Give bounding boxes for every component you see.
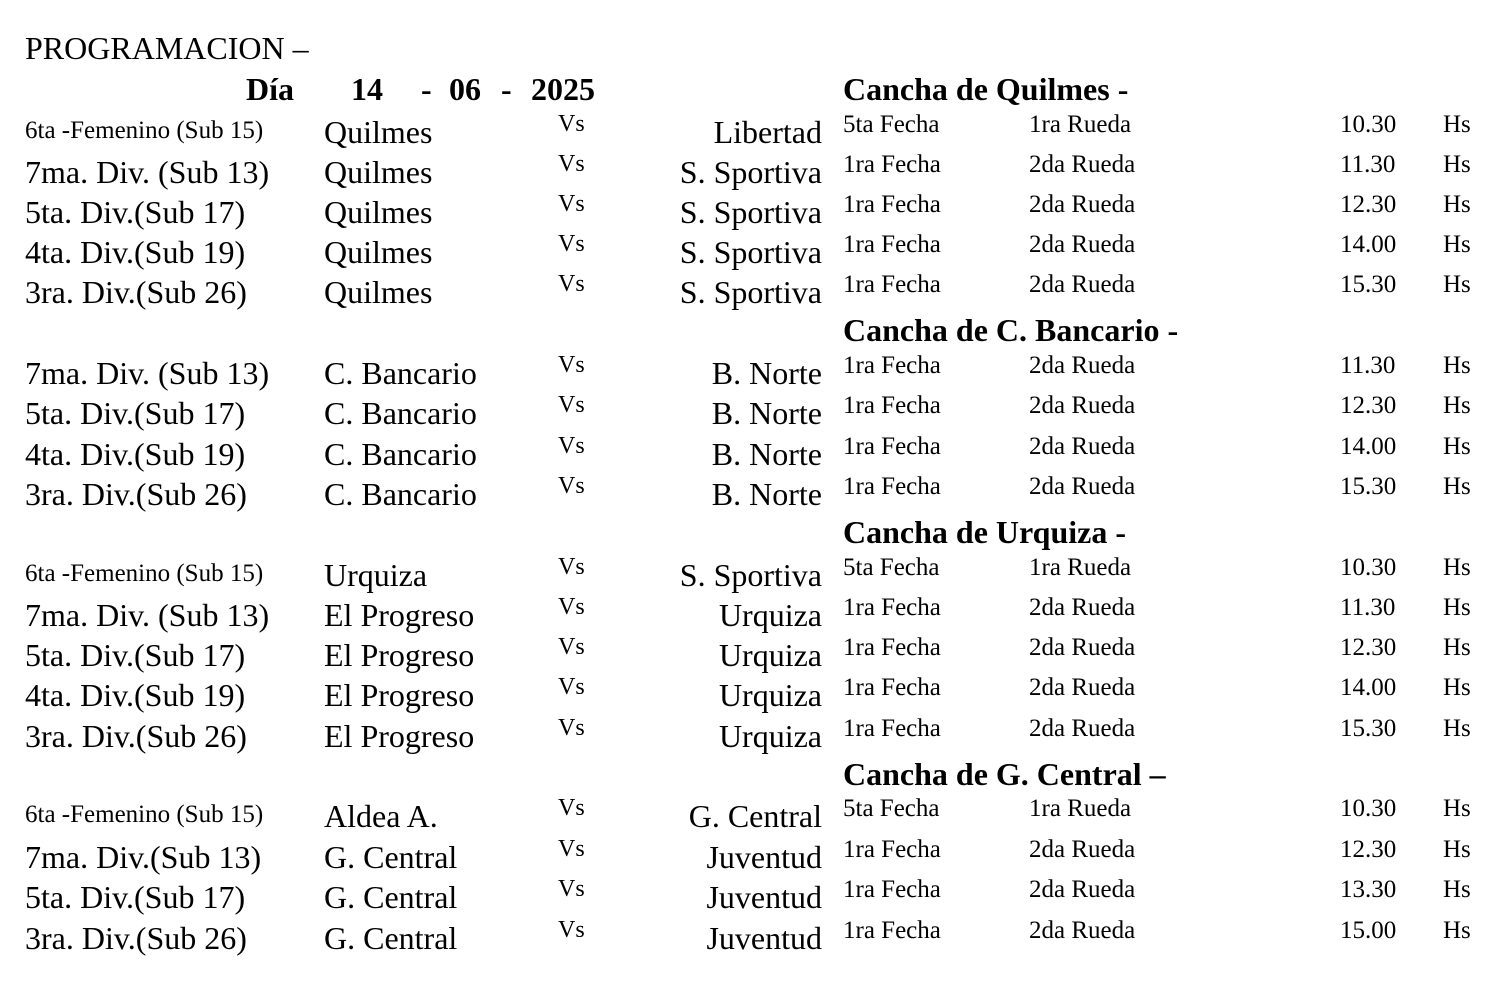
- away-team: Urquiza: [718, 677, 822, 713]
- match-row: [0, 472, 1500, 512]
- vs-label: Vs: [558, 674, 585, 700]
- hours-suffix: Hs: [1443, 111, 1471, 138]
- hours-suffix: Hs: [1443, 352, 1471, 379]
- fecha-label: 1ra Fecha: [843, 151, 941, 178]
- hours-suffix: Hs: [1443, 392, 1471, 419]
- division-label: 7ma. Div. (Sub 13): [25, 154, 270, 190]
- rueda-label: 1ra Rueda: [1029, 554, 1132, 581]
- vs-label: Vs: [558, 795, 585, 821]
- away-team: S. Sportiva: [679, 274, 822, 310]
- fecha-label: 1ra Fecha: [843, 876, 941, 903]
- rueda-label: 2da Rueda: [1029, 836, 1136, 863]
- fecha-label: 5ta Fecha: [843, 111, 940, 138]
- rueda-label: 2da Rueda: [1029, 271, 1136, 298]
- home-team: C. Bancario: [324, 355, 477, 391]
- fecha-label: 1ra Fecha: [843, 836, 941, 863]
- division-label: 4ta. Div.(Sub 19): [25, 436, 246, 472]
- away-team: Urquiza: [718, 597, 822, 633]
- away-team: S. Sportiva: [679, 557, 822, 593]
- division-label: 6ta -Femenino (Sub 15): [25, 801, 264, 828]
- vs-label: Vs: [558, 111, 585, 137]
- division-label: 4ta. Div.(Sub 19): [25, 234, 246, 270]
- match-time: 15.30: [1340, 473, 1397, 500]
- rueda-label: 2da Rueda: [1029, 433, 1136, 460]
- away-team: Juventud: [706, 839, 822, 875]
- division-label: 6ta -Femenino (Sub 15): [25, 117, 264, 144]
- hours-suffix: Hs: [1443, 554, 1471, 581]
- vs-label: Vs: [558, 836, 585, 862]
- date-year: 2025: [531, 71, 595, 107]
- vs-label: Vs: [558, 352, 585, 378]
- hours-suffix: Hs: [1443, 191, 1471, 218]
- fecha-label: 1ra Fecha: [843, 271, 941, 298]
- section-heading: Cancha de G. Central –: [843, 756, 1166, 792]
- division-label: 3ra. Div.(Sub 26): [25, 476, 247, 512]
- home-team: Quilmes: [324, 234, 433, 270]
- division-label: 4ta. Div.(Sub 19): [25, 677, 246, 713]
- away-team: Libertad: [713, 114, 822, 150]
- rueda-label: 2da Rueda: [1029, 191, 1136, 218]
- rueda-label: 2da Rueda: [1029, 392, 1136, 419]
- rueda-label: 2da Rueda: [1029, 876, 1136, 903]
- home-team: Quilmes: [324, 114, 433, 150]
- match-time: 12.30: [1340, 836, 1397, 863]
- match-time: 14.00: [1340, 433, 1397, 460]
- match-time: 12.30: [1340, 191, 1397, 218]
- section-heading: Cancha de Urquiza -: [843, 514, 1126, 550]
- match-row: [0, 673, 1500, 713]
- home-team: G. Central: [324, 920, 458, 956]
- fecha-label: 1ra Fecha: [843, 392, 941, 419]
- division-label: 6ta -Femenino (Sub 15): [25, 560, 264, 587]
- fecha-label: 1ra Fecha: [843, 231, 941, 258]
- rueda-label: 1ra Rueda: [1029, 795, 1132, 822]
- fecha-label: 1ra Fecha: [843, 352, 941, 379]
- division-label: 5ta. Div.(Sub 17): [25, 879, 246, 915]
- fecha-label: 1ra Fecha: [843, 594, 941, 621]
- match-row: [0, 391, 1500, 431]
- away-team: B. Norte: [711, 476, 822, 512]
- home-team: Urquiza: [324, 557, 428, 593]
- match-row: [0, 916, 1500, 956]
- match-row: [0, 432, 1500, 472]
- fecha-label: 5ta Fecha: [843, 554, 940, 581]
- division-label: 5ta. Div.(Sub 17): [25, 194, 246, 230]
- match-time: 14.00: [1340, 674, 1397, 701]
- match-row: [0, 110, 1500, 150]
- vs-label: Vs: [558, 151, 585, 177]
- match-row: [0, 835, 1500, 875]
- match-time: 11.30: [1340, 151, 1396, 178]
- vs-label: Vs: [558, 191, 585, 217]
- date-label: Día: [246, 71, 294, 107]
- fecha-label: 1ra Fecha: [843, 191, 941, 218]
- away-team: S. Sportiva: [679, 194, 822, 230]
- rueda-label: 2da Rueda: [1029, 715, 1136, 742]
- document-title: PROGRAMACION –: [25, 30, 309, 66]
- vs-label: Vs: [558, 392, 585, 418]
- match-time: 12.30: [1340, 392, 1397, 419]
- match-time: 10.30: [1340, 111, 1397, 138]
- away-team: Urquiza: [718, 637, 822, 673]
- fecha-label: 1ra Fecha: [843, 473, 941, 500]
- away-team: Urquiza: [718, 718, 822, 754]
- hours-suffix: Hs: [1443, 433, 1471, 460]
- hours-suffix: Hs: [1443, 836, 1471, 863]
- match-row: [0, 351, 1500, 391]
- match-row: [0, 270, 1500, 310]
- match-row: [0, 633, 1500, 673]
- fecha-label: 1ra Fecha: [843, 715, 941, 742]
- match-time: 13.30: [1340, 876, 1397, 903]
- away-team: B. Norte: [711, 395, 822, 431]
- rueda-label: 2da Rueda: [1029, 151, 1136, 178]
- home-team: Quilmes: [324, 154, 433, 190]
- match-time: 12.30: [1340, 634, 1397, 661]
- rueda-label: 2da Rueda: [1029, 231, 1136, 258]
- fecha-label: 1ra Fecha: [843, 433, 941, 460]
- vs-label: Vs: [558, 231, 585, 257]
- match-time: 10.30: [1340, 554, 1397, 581]
- division-label: 7ma. Div. (Sub 13): [25, 597, 270, 633]
- hours-suffix: Hs: [1443, 876, 1471, 903]
- vs-label: Vs: [558, 876, 585, 902]
- away-team: S. Sportiva: [679, 154, 822, 190]
- home-team: Quilmes: [324, 274, 433, 310]
- section-heading: Cancha de Quilmes -: [843, 71, 1129, 107]
- match-time: 14.00: [1340, 231, 1397, 258]
- home-team: El Progreso: [324, 637, 475, 673]
- home-team: C. Bancario: [324, 476, 477, 512]
- away-team: Juventud: [706, 879, 822, 915]
- hours-suffix: Hs: [1443, 271, 1471, 298]
- home-team: El Progreso: [324, 718, 475, 754]
- home-team: Quilmes: [324, 194, 433, 230]
- rueda-label: 2da Rueda: [1029, 634, 1136, 661]
- match-time: 10.30: [1340, 795, 1397, 822]
- date-day: 14: [351, 71, 383, 107]
- hours-suffix: Hs: [1443, 795, 1471, 822]
- match-row: [0, 875, 1500, 915]
- rueda-label: 1ra Rueda: [1029, 111, 1132, 138]
- match-time: 15.30: [1340, 271, 1397, 298]
- division-label: 3ra. Div.(Sub 26): [25, 920, 247, 956]
- hours-suffix: Hs: [1443, 231, 1471, 258]
- vs-label: Vs: [558, 715, 585, 741]
- match-row: [0, 714, 1500, 754]
- rueda-label: 2da Rueda: [1029, 352, 1136, 379]
- fecha-label: 1ra Fecha: [843, 917, 941, 944]
- rueda-label: 2da Rueda: [1029, 594, 1136, 621]
- rueda-label: 2da Rueda: [1029, 917, 1136, 944]
- match-row: [0, 553, 1500, 593]
- hours-suffix: Hs: [1443, 715, 1471, 742]
- vs-label: Vs: [558, 594, 585, 620]
- fecha-label: 5ta Fecha: [843, 795, 940, 822]
- division-label: 3ra. Div.(Sub 26): [25, 718, 247, 754]
- hours-suffix: Hs: [1443, 151, 1471, 178]
- away-team: G. Central: [688, 798, 822, 834]
- hours-suffix: Hs: [1443, 473, 1471, 500]
- match-row: [0, 190, 1500, 230]
- home-team: C. Bancario: [324, 395, 477, 431]
- fecha-label: 1ra Fecha: [843, 674, 941, 701]
- vs-label: Vs: [558, 554, 585, 580]
- match-time: 15.30: [1340, 715, 1397, 742]
- division-label: 3ra. Div.(Sub 26): [25, 274, 247, 310]
- away-team: B. Norte: [711, 436, 822, 472]
- match-row: [0, 593, 1500, 633]
- rueda-label: 2da Rueda: [1029, 674, 1136, 701]
- match-row: [0, 230, 1500, 270]
- home-team: Aldea A.: [324, 798, 438, 834]
- home-team: El Progreso: [324, 677, 475, 713]
- hours-suffix: Hs: [1443, 634, 1471, 661]
- section-heading: Cancha de C. Bancario -: [843, 312, 1179, 348]
- date-separator: -: [501, 71, 512, 107]
- match-time: 11.30: [1340, 352, 1396, 379]
- division-label: 5ta. Div.(Sub 17): [25, 395, 246, 431]
- vs-label: Vs: [558, 473, 585, 499]
- home-team: C. Bancario: [324, 436, 477, 472]
- match-time: 11.30: [1340, 594, 1396, 621]
- vs-label: Vs: [558, 634, 585, 660]
- home-team: El Progreso: [324, 597, 475, 633]
- match-time: 15.00: [1340, 917, 1397, 944]
- division-label: 5ta. Div.(Sub 17): [25, 637, 246, 673]
- match-row: [0, 150, 1500, 190]
- division-label: 7ma. Div.(Sub 13): [25, 839, 262, 875]
- fecha-label: 1ra Fecha: [843, 634, 941, 661]
- away-team: Juventud: [706, 920, 822, 956]
- hours-suffix: Hs: [1443, 917, 1471, 944]
- rueda-label: 2da Rueda: [1029, 473, 1136, 500]
- hours-suffix: Hs: [1443, 674, 1471, 701]
- vs-label: Vs: [558, 917, 585, 943]
- date-separator: -: [421, 71, 432, 107]
- away-team: S. Sportiva: [679, 234, 822, 270]
- vs-label: Vs: [558, 433, 585, 459]
- home-team: G. Central: [324, 879, 458, 915]
- division-label: 7ma. Div. (Sub 13): [25, 355, 270, 391]
- match-row: [0, 794, 1500, 834]
- home-team: G. Central: [324, 839, 458, 875]
- hours-suffix: Hs: [1443, 594, 1471, 621]
- away-team: B. Norte: [711, 355, 822, 391]
- date-month: 06: [449, 71, 481, 107]
- vs-label: Vs: [558, 271, 585, 297]
